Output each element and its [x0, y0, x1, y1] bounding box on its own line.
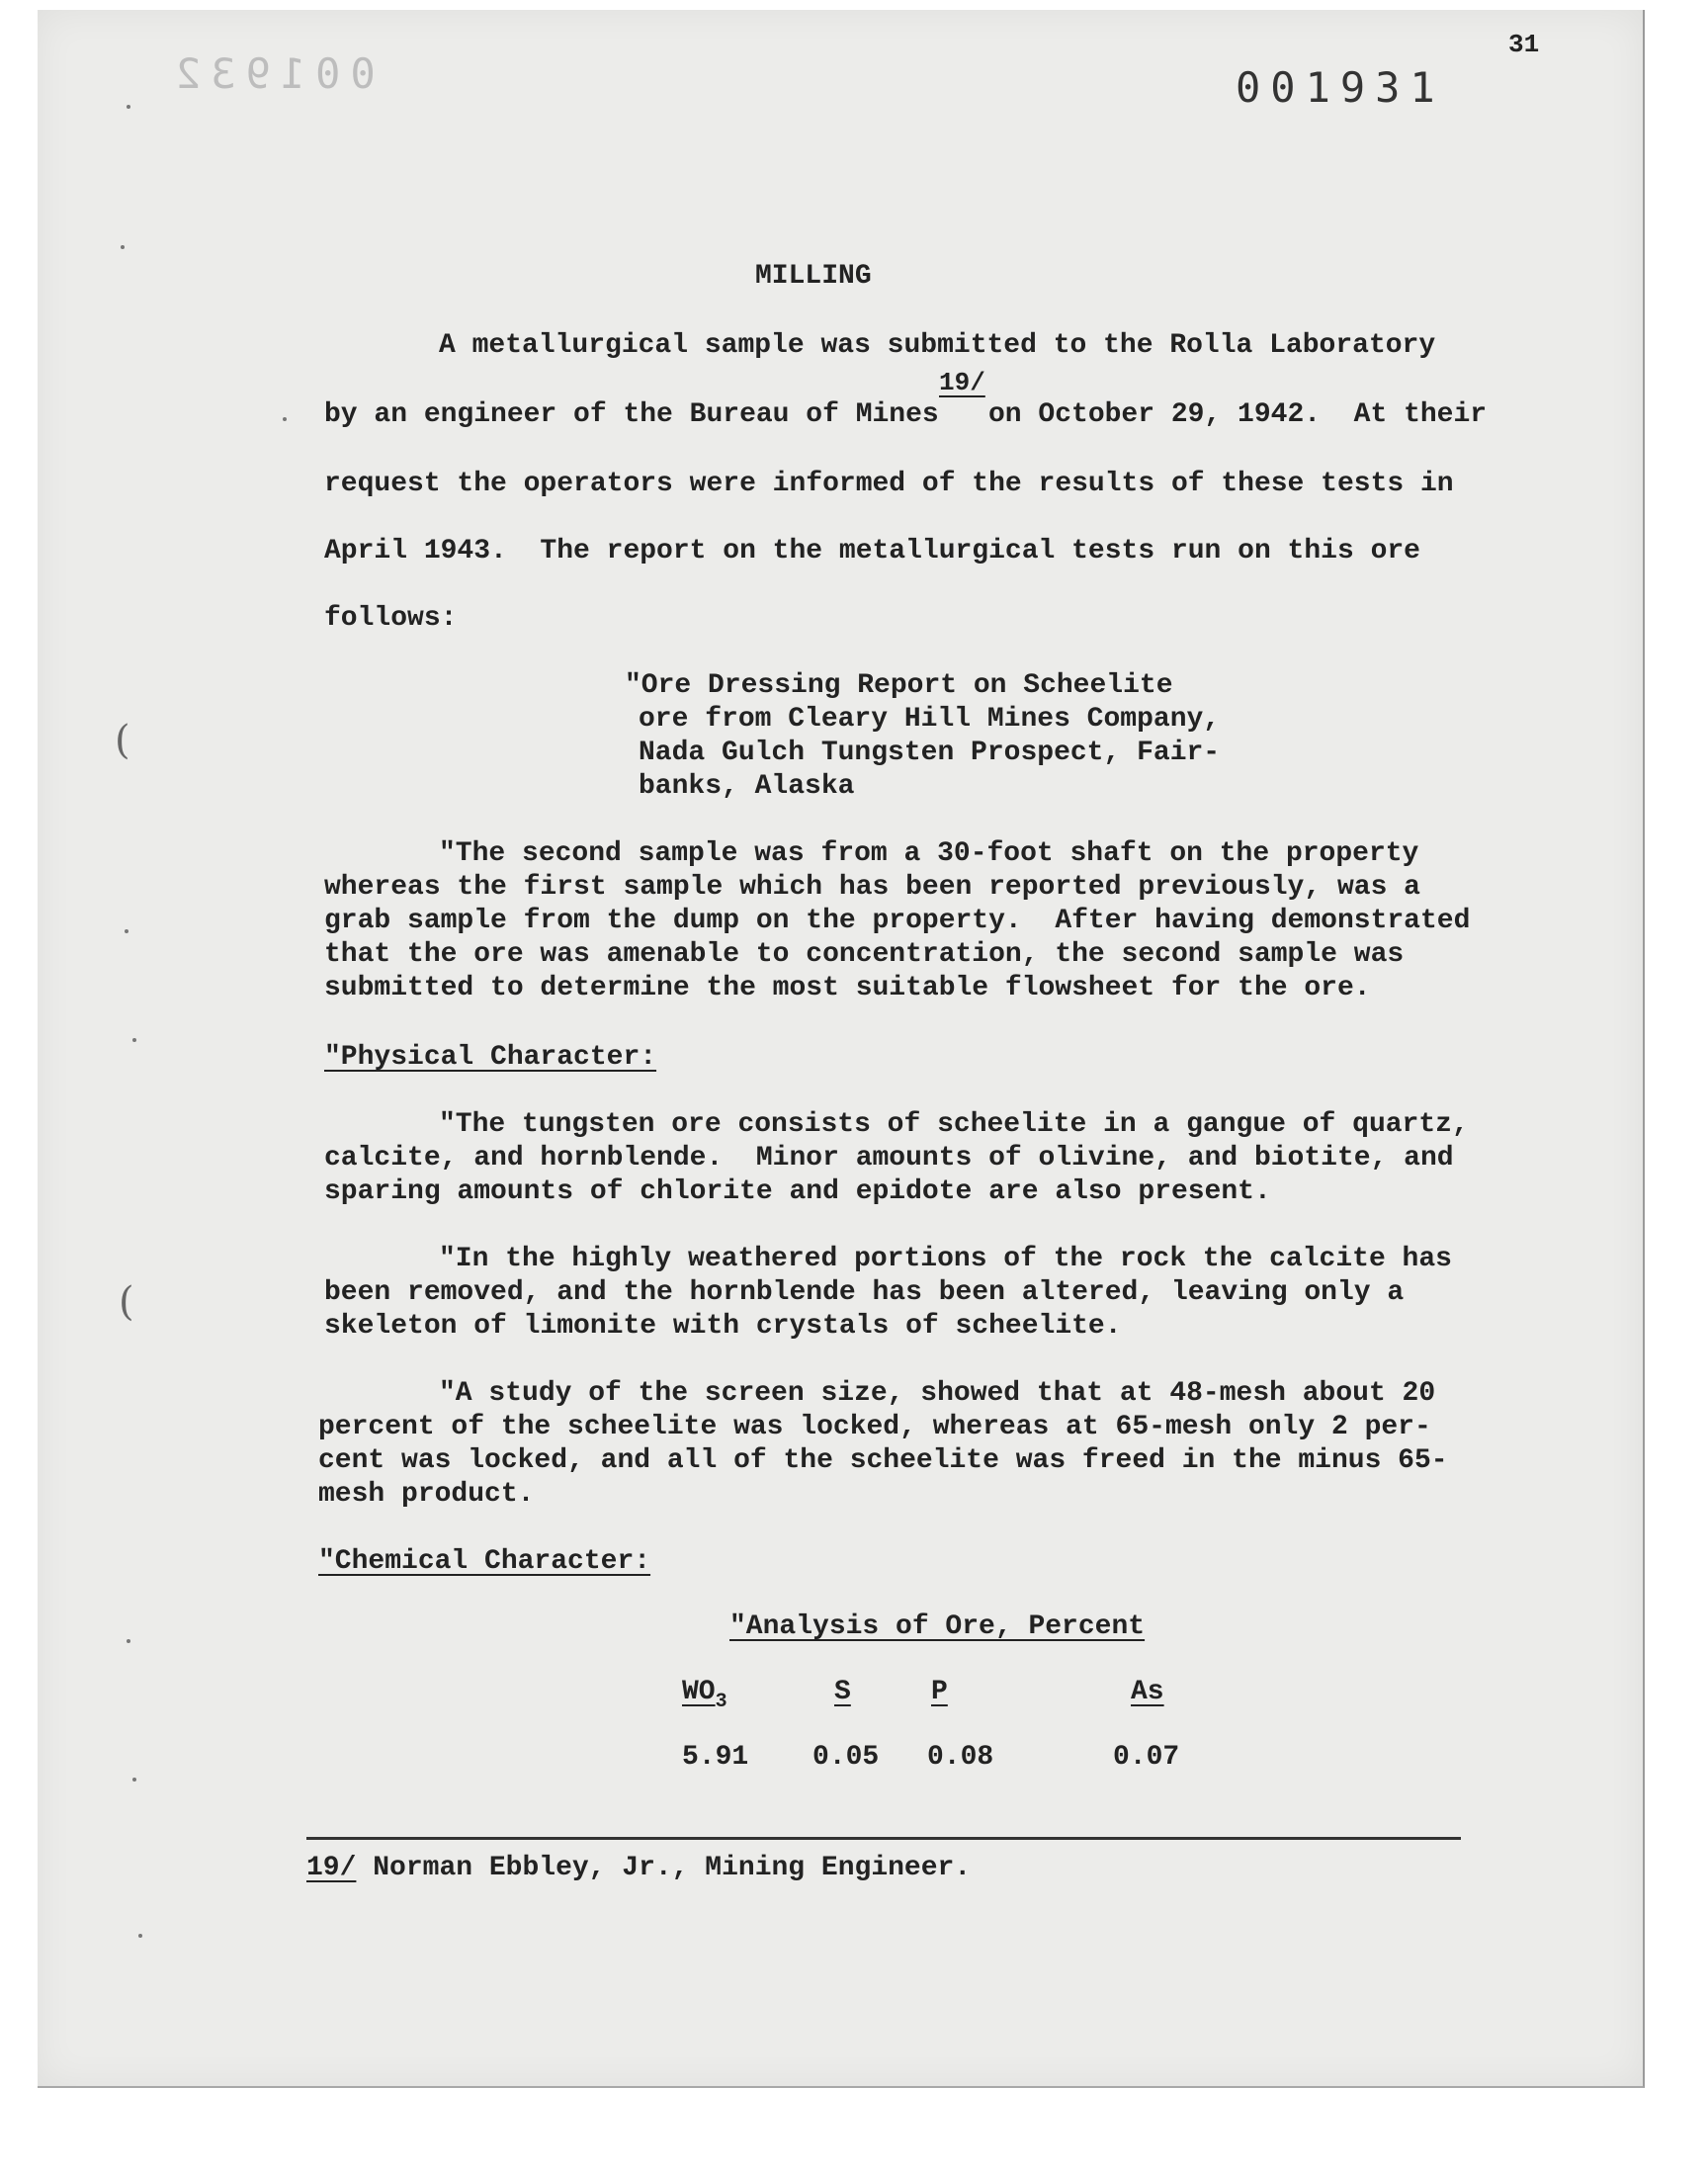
document-stamp: 001931: [1236, 63, 1445, 112]
paragraph-line: mesh product.: [318, 1479, 535, 1510]
scan-speck: [132, 1038, 136, 1042]
report-title-line: Nada Gulch Tungsten Prospect, Fair-: [639, 738, 1221, 768]
scan-speck: [283, 417, 287, 421]
footnote-ref: 19/: [939, 368, 985, 397]
scan-speck: [125, 929, 128, 933]
paragraph-line: sparing amounts of chlorite and epidote are also present.: [324, 1176, 1271, 1207]
analysis-value-s: 0.05: [812, 1742, 880, 1773]
paragraph-line: calcite, and hornblende. Minor amounts of olivine, and biotite, and: [324, 1143, 1454, 1174]
ghost-stamp: 001932: [166, 49, 376, 98]
section-title: MILLING: [755, 261, 872, 292]
page-number: 31: [1508, 30, 1540, 59]
paragraph-line: "A study of the screen size, showed that at 48-mesh about 20: [439, 1378, 1436, 1409]
analysis-header-wo3: $WO_3$: [682, 1677, 727, 1713]
scan-speck: [127, 1639, 130, 1643]
document-page: [38, 10, 1645, 2088]
report-title-line: ore from Cleary Hill Mines Company,: [639, 704, 1221, 735]
paragraph-line: been removed, and the hornblende has been altered, leaving only a: [324, 1277, 1405, 1308]
footnote-rule: [306, 1837, 1461, 1840]
paragraph-line: "The tungsten ore consists of scheelite in a gangue of quartz,: [439, 1109, 1469, 1140]
analysis-header-p: P: [931, 1677, 948, 1707]
footnote: 19/ Norman Ebbley, Jr., Mining Engineer.: [306, 1853, 972, 1883]
chemical-heading: "Chemical Character:: [318, 1546, 651, 1577]
intro-line: A metallurgical sample was submitted to the Rolla Laboratory: [439, 330, 1436, 361]
analysis-value-p: 0.08: [927, 1742, 994, 1773]
paragraph-line: grab sample from the dump on the property. After having demonstrated: [324, 906, 1471, 936]
analysis-value-as: 0.07: [1113, 1742, 1180, 1773]
scan-speck: [121, 245, 125, 249]
analysis-header-s: S: [834, 1677, 851, 1707]
scan-speck: [127, 105, 130, 109]
report-title-line: "Ore Dressing Report on Scheelite: [625, 670, 1173, 701]
margin-mark: (: [115, 718, 130, 763]
intro-line: request the operators were informed of the results of these tests in: [324, 469, 1454, 499]
physical-heading: "Physical Character:: [324, 1042, 657, 1073]
paragraph-line: "In the highly weathered portions of the rock the calcite has: [439, 1244, 1452, 1274]
scan-speck: [132, 1778, 136, 1782]
intro-line: follows:: [324, 603, 458, 634]
intro-line: by an engineer of the Bureau of Mines: [324, 399, 939, 430]
paragraph-line: "The second sample was from a 30-foot shaft on the property: [439, 838, 1419, 869]
margin-mark: (: [119, 1279, 134, 1325]
paragraph-line: that the ore was amenable to concentration, the second sample was: [324, 939, 1405, 970]
analysis-value-wo3: 5.91: [682, 1742, 749, 1773]
scan-speck: [138, 1934, 142, 1938]
intro-line: on October 29, 1942. At their: [988, 399, 1488, 430]
paragraph-line: percent of the scheelite was locked, whereas at 65-mesh only 2 per-: [318, 1412, 1431, 1442]
paragraph-line: whereas the first sample which has been reported previously, was a: [324, 872, 1420, 903]
paragraph-line: cent was locked, and all of the scheelite was freed in the minus 65-: [318, 1445, 1448, 1476]
intro-line: April 1943. The report on the metallurgical tests run on this ore: [324, 536, 1420, 566]
report-title-line: banks, Alaska: [639, 771, 855, 802]
analysis-header-as: As: [1131, 1677, 1164, 1707]
paragraph-line: submitted to determine the most suitable flowsheet for the ore.: [324, 973, 1371, 1003]
paragraph-line: skeleton of limonite with crystals of scheelite.: [324, 1311, 1122, 1342]
analysis-title: "Analysis of Ore, Percent: [729, 1611, 1146, 1642]
